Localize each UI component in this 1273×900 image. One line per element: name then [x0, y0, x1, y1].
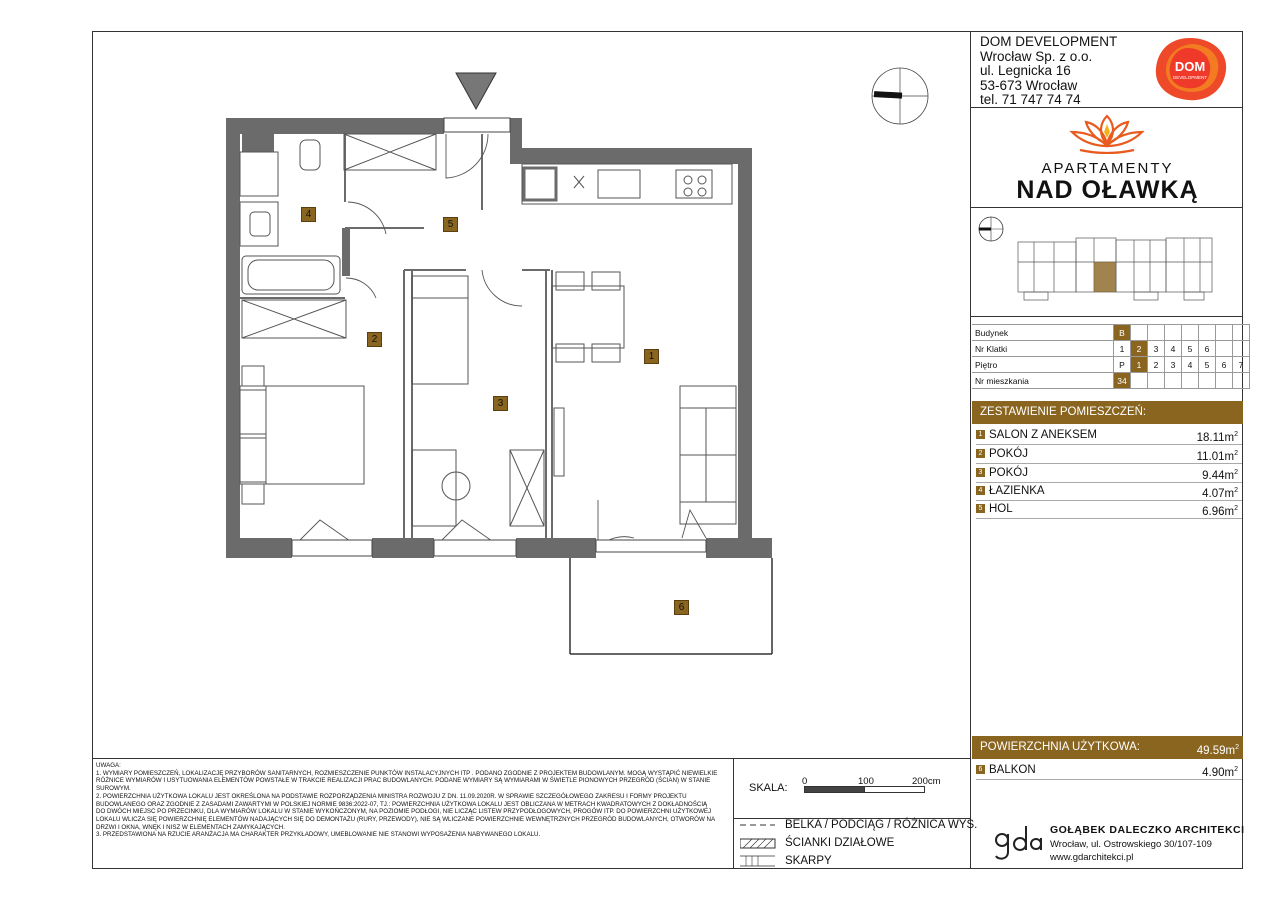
- room-number: 6: [976, 765, 985, 774]
- room-row: 3 POKÓJ $9.44m^2$: [976, 464, 1242, 483]
- room-row: 5 HOL $6.96m^2$: [976, 500, 1242, 519]
- logo-text: DOM: [1174, 59, 1206, 74]
- table-row: [972, 341, 1250, 357]
- notes-title: UWAGA:: [96, 762, 121, 769]
- table-cell: 5: [1199, 357, 1216, 373]
- table-label: Piętro: [972, 357, 1114, 373]
- room-tag-3: 3: [493, 396, 508, 411]
- room-name: POKÓJ: [989, 448, 1028, 460]
- company-line: Wrocław Sp. z o.o.: [980, 48, 1093, 64]
- rooms-header: ZESTAWIENIE POMIESZCZEŃ:: [972, 401, 1243, 424]
- room-area: 18.11m: [1196, 431, 1235, 444]
- table-cell: 3: [1148, 341, 1165, 357]
- notes-block: [96, 762, 718, 839]
- table-cell: 1: [1114, 341, 1131, 357]
- legend-reveal: SKARPY: [785, 855, 832, 867]
- room-name: SALON Z ANEKSEM: [989, 429, 1098, 441]
- legend-partition: ŚCIANKI DZIAŁOWE: [785, 837, 895, 849]
- table-cell: B: [1114, 325, 1131, 341]
- scale-tick-200: 200cm: [912, 776, 941, 787]
- room-number: 1: [976, 430, 985, 439]
- room-name: HOL: [989, 503, 1013, 515]
- room-tag-1: 1: [644, 349, 659, 364]
- architect-name: GOŁĄBEK DALECZKO ARCHITEKCI: [1050, 824, 1245, 836]
- room-tag-4: 4: [301, 207, 316, 222]
- compass-small-icon: [976, 214, 1006, 244]
- table-cell: 3: [1165, 357, 1182, 373]
- note-item: 1. WYMIARY POMIESZCZEŃ, LOKALIZACJĘ PRZYBORÓW SANITARNYCH, ROZMIESZCZENIE PUNKTÓW INSTALACYJNYCH ITP . PODANO ZGODNIE Z PROJEKTEM BUDOWLANYM. MOGĄ WYSTĄPIĆ NIEWIELKIE RÓŻNICE WYMIARÓW I USYTUOWANIA ELEMENTÓW POWSTAŁE W TRAKCIE REALIZACJI PRAC BUDOWLANYCH. PODANE WYMIARY SĄ WYMIARAMI W ŚWIETLE PIONOWYCH PRZEGRÓD (ŚCIAN) W STANIE SUROWYM.: [96, 769, 718, 793]
- table-cell: 2: [1148, 357, 1165, 373]
- table-cell: 7: [1233, 357, 1250, 373]
- usable-area-value: 49.59m: [1196, 744, 1236, 757]
- table-cell: 5: [1182, 341, 1199, 357]
- room-number: 3: [976, 468, 985, 477]
- room-number: 4: [976, 486, 985, 495]
- developer-address: [980, 35, 1117, 108]
- scale-tick-0: 0: [802, 776, 808, 787]
- room-number: 2: [976, 449, 985, 458]
- usable-area-bar: POWIERZCHNIA UŻYTKOWA: $49.59m^2$: [972, 736, 1243, 759]
- legend-beam: BELKA / PODCIĄG / RÓŻNICA WYS.: [785, 819, 978, 831]
- project-name-line2: NAD OŁAWKĄ: [1016, 176, 1199, 204]
- room-number: 5: [976, 504, 985, 513]
- room-area: 4.90m: [1202, 766, 1235, 779]
- company-line: 53-673 Wrocław: [980, 77, 1078, 93]
- table-label: Budynek: [972, 325, 1114, 341]
- scale-label: SKALA:: [749, 782, 788, 794]
- room-tag-6: 6: [674, 600, 689, 615]
- table-row: [972, 325, 1250, 341]
- lotus-logo: [1066, 110, 1148, 154]
- table-cell: 6: [1199, 341, 1216, 357]
- table-cell: 1: [1131, 357, 1148, 373]
- company-line: DOM DEVELOPMENT: [980, 34, 1118, 49]
- architect-address: Wrocław, ul. Ostrowskiego 30/107-109: [1050, 839, 1212, 850]
- table-cell: 4: [1165, 341, 1182, 357]
- room-row: 2 POKÓJ $11.01m^2$: [976, 445, 1242, 464]
- room-name: BALKON: [989, 764, 1036, 776]
- table-row: [972, 373, 1250, 389]
- note-item: 3. PRZEDSTAWIONA NA RZUCIE ARANŻACJA MA CHARAKTER PRZYKŁADOWY, UMEBLOWANIE NIE STANOWI WYPOSAŻENIA NABYWANEGO LOKALU.: [96, 831, 541, 839]
- room-area: 6.96m: [1202, 505, 1235, 518]
- room-row: 4 ŁAZIENKA $4.07m^2$: [976, 482, 1242, 501]
- gda-logo: [992, 822, 1044, 864]
- scale-bar: [804, 786, 926, 794]
- architect-web: www.gdarchitekci.pl: [1050, 852, 1134, 863]
- room-row: 1 SALON Z ANEKSEM $18.11m^2$: [976, 426, 1242, 445]
- table-row: [972, 357, 1250, 373]
- location-table: [972, 324, 1250, 389]
- table-cell: 4: [1182, 357, 1199, 373]
- floor-plan: [220, 110, 780, 660]
- project-name-line1: APARTAMENTY: [1041, 160, 1174, 177]
- company-line: tel. 71 747 74 74: [980, 92, 1081, 108]
- table-label: Nr Klatki: [972, 341, 1114, 357]
- table-cell: 2: [1131, 341, 1148, 357]
- room-area: 9.44m: [1202, 469, 1235, 482]
- building-key-plan: [1014, 230, 1224, 310]
- room-name: POKÓJ: [989, 467, 1028, 479]
- dom-development-logo: [1150, 34, 1230, 104]
- logo-subtext: DEVELOPMENT: [1172, 75, 1208, 80]
- compass-icon: [870, 66, 930, 126]
- usable-area-label: POWIERZCHNIA UŻYTKOWA:: [980, 741, 1140, 753]
- note-item: 2. POWIERZCHNIA UŻYTKOWA LOKALU JEST OKREŚLONA NA PODSTAWIE ROZPORZĄDZENIA MINISTRA ROZWOJU Z DN. 11.09.2020R. W SPRAWIE SZCZEGÓŁOWEGO ZAKRESU I FORMY PROJEKTU BUDOWLANEGO ORAZ ZGODNIE Z ZASADAMI ZAWARTYMI W POLSKIEJ NORMIE 9836:2022-07, TJ.: POWIERZCHNIA UŻYTKOWA LOKALU JEST OBLICZANA W METRACH KWADRATOWYCH Z DOKŁADNOŚCIĄ DO DWÓCH MIEJSC PO PRZECINKU, DLA WYMIARÓW LOKALU W STANIE WYKOŃCZONYM, NA POZIOMIE PODŁOGI, NIE LICZĄC LISTEW PRZYPODŁOGOWYCH, PROGÓW ITP. DO POWIERZCHNI UŻYTKOWEJ LOKALU WLICZA SIĘ POWIERZCHNIĘ ELEMENTÓW NADAJĄCYCH SIĘ DO DEMONTAŻU (RURY, PRZEWODY), NIE SĄ WLICZANE POWIERZCHNIE WEWNĘTRZNYCH PRZEGRÓD BUDOWLANYCH, OTWORÓW NA DRZWI I OKNA, WNĘK I NISZ W ELEMENTACH ZAMYKAJĄCYCH.: [96, 792, 715, 831]
- scale-tick-100: 100: [858, 776, 874, 787]
- legend-symbols: [740, 818, 780, 868]
- company-line: ul. Legnicka 16: [980, 63, 1071, 79]
- table-label: Nr mieszkania: [972, 373, 1114, 389]
- entrance-arrow-icon: [455, 72, 497, 110]
- table-cell: P: [1114, 357, 1131, 373]
- balcony-row: 6 BALKON $4.90m^2$: [976, 761, 1242, 780]
- table-cell: 34: [1114, 373, 1131, 389]
- room-name: ŁAZIENKA: [989, 485, 1045, 497]
- room-area: 11.01m: [1196, 450, 1235, 463]
- room-area: 4.07m: [1202, 487, 1235, 500]
- room-tag-5: 5: [443, 217, 458, 232]
- table-cell: 6: [1216, 357, 1233, 373]
- room-tag-2: 2: [367, 332, 382, 347]
